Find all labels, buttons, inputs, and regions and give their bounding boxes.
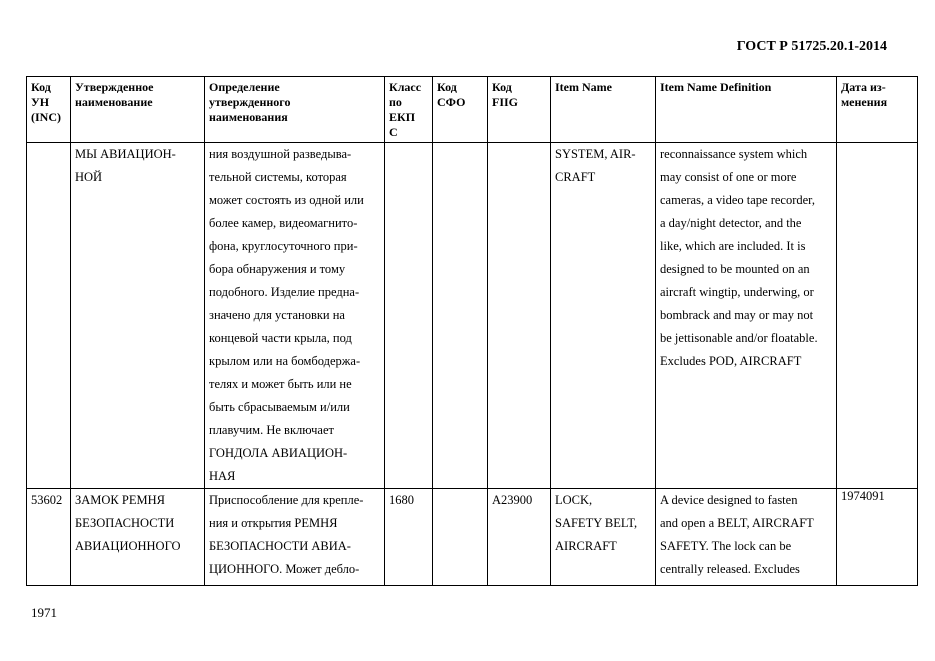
cell-item-name xyxy=(551,489,656,586)
text-line: фона, круглосуточного при- xyxy=(209,239,358,253)
cell-fiig-code xyxy=(488,143,551,489)
table-row xyxy=(27,143,918,489)
cell-fiig-code: A23900 xyxy=(488,489,551,586)
cell-approved-name xyxy=(71,489,205,586)
cell-ekps-class xyxy=(385,143,433,489)
text-line: reconnaissance system which xyxy=(660,147,808,161)
header-item-name-definition xyxy=(656,77,837,143)
header-fiig-code xyxy=(488,77,551,143)
text-line: может состоять из одной или xyxy=(209,193,364,207)
text-line: Код xyxy=(31,80,51,94)
cell-inc xyxy=(27,143,71,489)
text-line: по xyxy=(389,95,402,109)
text-line: FIIG xyxy=(492,95,519,109)
text-line: ЦИОННОГО. Может дебло- xyxy=(209,562,360,576)
text-line: Код xyxy=(492,80,512,94)
text-line: подобного. Изделие предна- xyxy=(209,285,360,299)
text-line: LOCK, xyxy=(555,493,593,507)
text-line: AIRCRAFT xyxy=(555,539,617,553)
text-line: Item Name xyxy=(555,80,612,94)
text-line: наименования xyxy=(209,110,288,124)
text-line: более камер, видеомагнито- xyxy=(209,216,358,230)
text-line: концевой части крыла, под xyxy=(209,331,352,345)
text-line: крылом или на бомбодержа- xyxy=(209,354,361,368)
cell-sfo-code xyxy=(433,489,488,586)
cell-item-name-definition xyxy=(656,489,837,586)
text-line: Приспособление для крепле- xyxy=(209,493,364,507)
text-line: МЫ АВИАЦИОН- xyxy=(75,147,176,161)
cell-approved-name xyxy=(71,143,205,489)
text-line: ния и открытия РЕМНЯ xyxy=(209,516,338,530)
text-line: cameras, a video tape recorder, xyxy=(660,193,815,207)
text-line: Excludes POD, AIRCRAFT xyxy=(660,354,802,368)
cell-definition xyxy=(205,143,385,489)
header-approved-name xyxy=(71,77,205,143)
header-inc xyxy=(27,77,71,143)
cell-sfo-code xyxy=(433,143,488,489)
text-line: значено для установки на xyxy=(209,308,345,322)
text-line: ЕКП xyxy=(389,110,416,124)
text-line: A device designed to fasten xyxy=(660,493,798,507)
text-line: may consist of one or more xyxy=(660,170,797,184)
cell-change-date: 1974091 xyxy=(837,489,918,586)
text-line: плавучим. Не включает xyxy=(209,423,334,437)
text-line: like, which are included. It is xyxy=(660,239,806,253)
document-code: ГОСТ Р 51725.20.1-2014 xyxy=(736,39,887,54)
text-line: SYSTEM, AIR- xyxy=(555,147,636,161)
table-header-row xyxy=(27,77,918,143)
header-change-date xyxy=(837,77,918,143)
nomenclature-table xyxy=(26,76,918,586)
text-line: менения xyxy=(841,95,888,109)
text-line: a day/night detector, and the xyxy=(660,216,802,230)
text-line: ЗАМОК РЕМНЯ xyxy=(75,493,165,507)
text-line: НАЯ xyxy=(209,469,236,483)
text-line: SAFETY. The lock can be xyxy=(660,539,792,553)
text-line: быть сбрасываемым и/или xyxy=(209,400,350,414)
text-line: бора обнаружения и тому xyxy=(209,262,346,276)
cell-inc: 53602 xyxy=(27,489,71,586)
page-number: 1971 xyxy=(31,605,57,620)
text-line: ния воздушной разведыва- xyxy=(209,147,352,161)
text-line: Item Name Definition xyxy=(660,80,772,94)
cell-item-name-definition xyxy=(656,143,837,489)
cell-definition xyxy=(205,489,385,586)
table-row xyxy=(27,489,918,586)
text-line: СФО xyxy=(437,95,466,109)
header-definition xyxy=(205,77,385,143)
text-line: and open a BELT, AIRCRAFT xyxy=(660,516,814,530)
text-line: centrally released. Excludes xyxy=(660,562,800,576)
text-line: SAFETY BELT, xyxy=(555,516,638,530)
text-line: телях и может быть или не xyxy=(209,377,352,391)
text-line: designed to be mounted on an xyxy=(660,262,810,276)
cell-ekps-class: 1680 xyxy=(385,489,433,586)
text-line: aircraft wingtip, underwing, or xyxy=(660,285,814,299)
text-line: ГОНДОЛА АВИАЦИОН- xyxy=(209,446,348,460)
text-line: БЕЗОПАСНОСТИ АВИА- xyxy=(209,539,351,553)
cell-item-name xyxy=(551,143,656,489)
header-ekps-class xyxy=(385,77,433,143)
text-line: be jettisonable and/or floatable. xyxy=(660,331,818,345)
text-line: УН xyxy=(31,95,50,109)
cell-change-date xyxy=(837,143,918,489)
text-line: Определение xyxy=(209,80,280,94)
header-sfo-code xyxy=(433,77,488,143)
text-line: БЕЗОПАСНОСТИ xyxy=(75,516,175,530)
text-line: наименование xyxy=(75,95,153,109)
text-line: утвержденного xyxy=(209,95,291,109)
text-line: тельной системы, которая xyxy=(209,170,347,184)
text-line: С xyxy=(389,125,398,139)
text-line: Дата из- xyxy=(841,80,886,94)
text-line: АВИАЦИОННОГО xyxy=(75,539,181,553)
header-item-name xyxy=(551,77,656,143)
text-line: Класс xyxy=(389,80,422,94)
text-line: bombrack and may or may not xyxy=(660,308,814,322)
text-line: CRAFT xyxy=(555,170,596,184)
text-line: (INC) xyxy=(31,110,61,124)
text-line: НОЙ xyxy=(75,170,103,184)
text-line: Код xyxy=(437,80,457,94)
text-line: Утвержденное xyxy=(75,80,154,94)
